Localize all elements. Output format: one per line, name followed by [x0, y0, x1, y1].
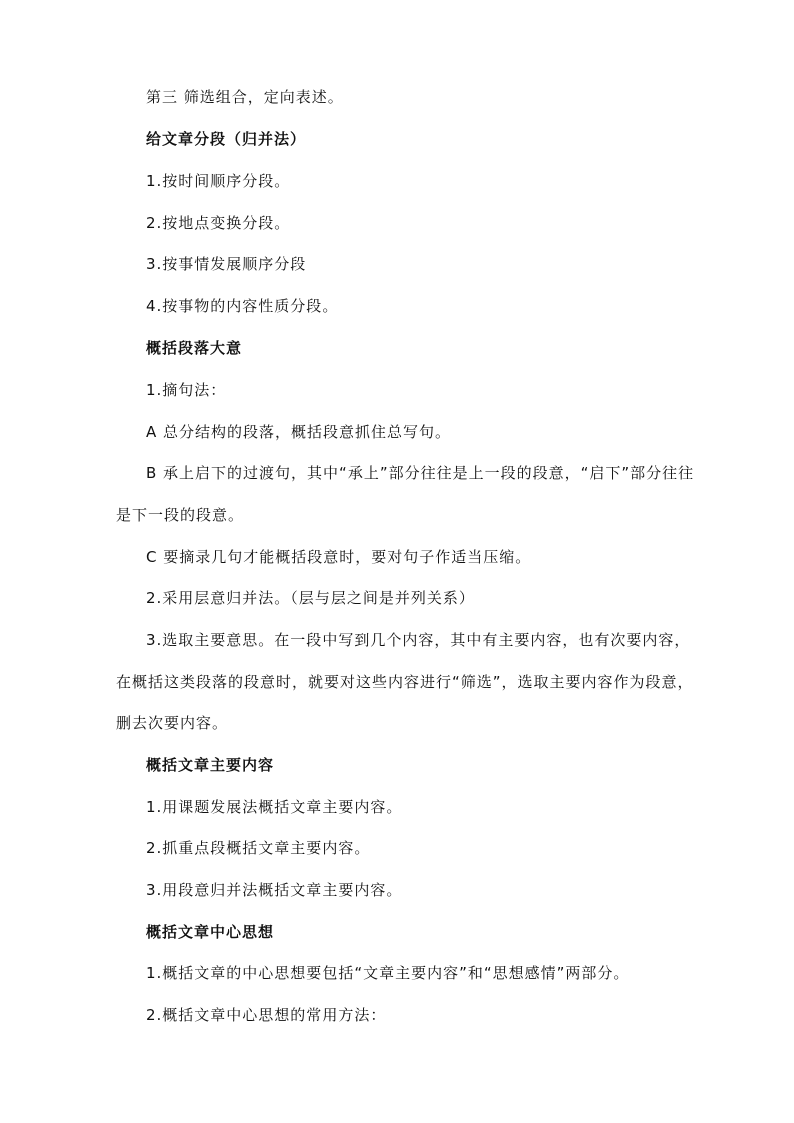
- list-item-location-change: 2.按地点变换分段。: [146, 214, 291, 232]
- list-item-main-idea-continued-1: 在概括这类段落的段意时，就要对这些内容进行“筛选”，选取主要内容作为段意，: [116, 673, 694, 691]
- paragraph-item-b: B 承上启下的过渡句，其中“承上”部分往往是上一段的段意，“启下”部分往往: [146, 464, 695, 482]
- list-item-merge-method: 3.用段意归并法概括文章主要内容。: [146, 881, 403, 899]
- heading-paragraph-division: 给文章分段（归并法）: [146, 130, 307, 148]
- list-item-title-method: 1.用课题发展法概括文章主要内容。: [146, 798, 403, 816]
- heading-main-content: 概括文章主要内容: [146, 756, 275, 774]
- list-item-time-order: 1.按时间顺序分段。: [146, 172, 291, 190]
- paragraph-step-three: 第三 筛选组合，定向表述。: [146, 88, 344, 106]
- list-item-event-development: 3.按事情发展顺序分段: [146, 255, 307, 273]
- list-item-common-methods: 2.概括文章中心思想的常用方法：: [146, 1006, 387, 1024]
- list-item-layer-merge: 2.采用层意归并法。（层与层之间是并列关系）: [146, 589, 475, 607]
- list-item-main-idea-continued-2: 删去次要内容。: [116, 714, 229, 732]
- list-item-sentence-extraction: 1.摘句法：: [146, 381, 227, 399]
- paragraph-item-b-continued: 是下一段的段意。: [116, 506, 245, 524]
- paragraph-item-c: C 要摘录几句才能概括段意时，要对句子作适当压缩。: [146, 548, 532, 566]
- heading-paragraph-summary: 概括段落大意: [146, 339, 243, 357]
- paragraph-item-a: A 总分结构的段落，概括段意抓住总写句。: [146, 423, 452, 441]
- heading-central-idea: 概括文章中心思想: [146, 923, 275, 941]
- list-item-central-idea-parts: 1.概括文章的中心思想要包括“文章主要内容”和“思想感情”两部分。: [146, 964, 630, 982]
- list-item-main-idea: 3.选取主要意思。在一段中写到几个内容，其中有主要内容，也有次要内容，: [146, 631, 691, 649]
- list-item-key-paragraph: 2.抓重点段概括文章主要内容。: [146, 839, 371, 857]
- list-item-content-nature: 4.按事物的内容性质分段。: [146, 297, 339, 315]
